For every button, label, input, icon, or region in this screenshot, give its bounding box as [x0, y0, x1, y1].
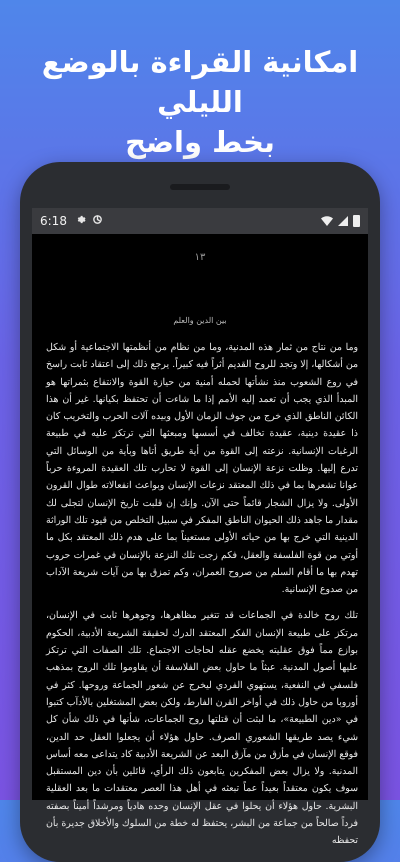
battery-icon — [353, 215, 360, 227]
paragraph-2: تلك روح خالدة في الجماعات قد تتغير مظاهرها، وجوهرها ثابت في الإنسان، مرتكز على طبيعة الإنسان الفكر المعتقد الدرك لحقيقة الشريعة الأدبية، الحكوم بوازع مماً فوق عقليته يخضع عقله لحاجات الاجتماع. تلك الصفات التي ترتكز عليها أصول المدنية. عبثاً ما حاول بعض الفلاسفة أن يقاوموا تلك الروح بمذهب فلسفي في النفعية، يستهوي الفردي ليخرج عن شعور الجماعة وروحها. كثر في أوروبا من حاول ذلك في أواخر القرن الفارط، ولكن بعض المشتغلين بالأدآب كتبوا في «دين الطبيعة»، ما لبثت أن قتلتها روح الجماعات، شأنها في ذلك شأن كل شيء يصد طريقها الشعوري الصرف. حاول هؤلاء أن يجعلوا العقل حد الدين، فوقع الإنسان في مأزق من مآزق البعد عن الشريعة الأدبية كاد يتداعى معه أساس المدنية. ولا يزال بعض المفكرين يتابعون ذلك الرأي، قائلين بأن دين المستقبل سوف يكون معتقداً بعيداً عماً تبعثه في أهل هذا العصر معتقدات ما بعد العقلية البشرية. حاول هؤلاء أن يحلوا في عقل الإنسان وحده هادياً ومرشداً أميناً بصفته فرداً صالحاً من جماعة من البشر، يحتفظ له خطة من السلوك والأخلاق جديرة بأن تحفظه — [46, 610, 358, 847]
phone-top-bezel — [20, 162, 380, 206]
status-time: 6:18 — [40, 214, 67, 228]
sync-icon — [92, 214, 103, 228]
reading-text[interactable] — [32, 339, 368, 850]
promo-line-2: بخط واضح — [125, 125, 275, 159]
phone-earpiece — [170, 184, 230, 190]
reader-screen — [32, 208, 368, 847]
signal-icon — [338, 216, 348, 226]
promo-line-1: امكانية القراءة بالوضع الليلي — [41, 45, 359, 119]
paragraph-1: وما من نتاج من ثمار هذه المدنية، وما من نظام من أنظمتها الاجتماعية أو شكل من أشكالها، إلا وتجد للروح القديم أثراً فيه كبيراً. يرجع ذلك إلى اعتقاد ثابت راسخ في روع الشعوب منذ نشأتها لحمله أمنية من حيازة القوة والانتفاع بثمراتها هو المبدأ الذي يجب أن تعمد إليه الأمم إذا ما شاءت أن تحتفظ بكيانها. غير أن هذا الكائن الناطق الذي خرج من جوف الزمان الأول وبيده آلات الحرب والتخريب كان ذا عقيدة دينية، عقيدة تخالف في أسسها ومبعثها التي ترتكز عليه في طبيعة الرغبات الإنسانية. نزعته إلى القوة من أية طريق أتاها وبأية من الوسائل التي تدرع إليها. وظلت نزعة الإنسان إلى القوة لا تحارب تلك العقيدة المروءة حرباً عوانا تشعرها بما في ذلك المعتقد نزعات الإنسان وبواعث انفعالاته طوال القرون الأولى. ولا يزال الشجار قائماً حتى الآن. وإنك إن قلبت تاريخ الإنسان لتجلى لك مقدار ما جاهد ذلك الحيوان الناطق المفكر في سبيل التخلص من قيود تلك الوراثة الدينية التي خرج بها من حياته الأولى مستعيناً بما على هدم ذلك المعتقد بكل ما أوتي من قوة الفلسفة والعقل، فكم زجت تلك النزعة بالإنسان في غمرات حروب تهدم بها ما أقام السلم من صروح العمران، وكم تمزق بها من آيات شريعة الآداب من صدوع الإنسانية. — [46, 342, 358, 596]
status-bar — [32, 208, 368, 234]
settings-icon — [75, 214, 86, 228]
promo-headline — [0, 42, 400, 162]
page-number: ١٣ — [194, 252, 206, 263]
chapter-title: بين الدين والعلم — [173, 316, 227, 325]
wifi-icon — [321, 216, 333, 226]
